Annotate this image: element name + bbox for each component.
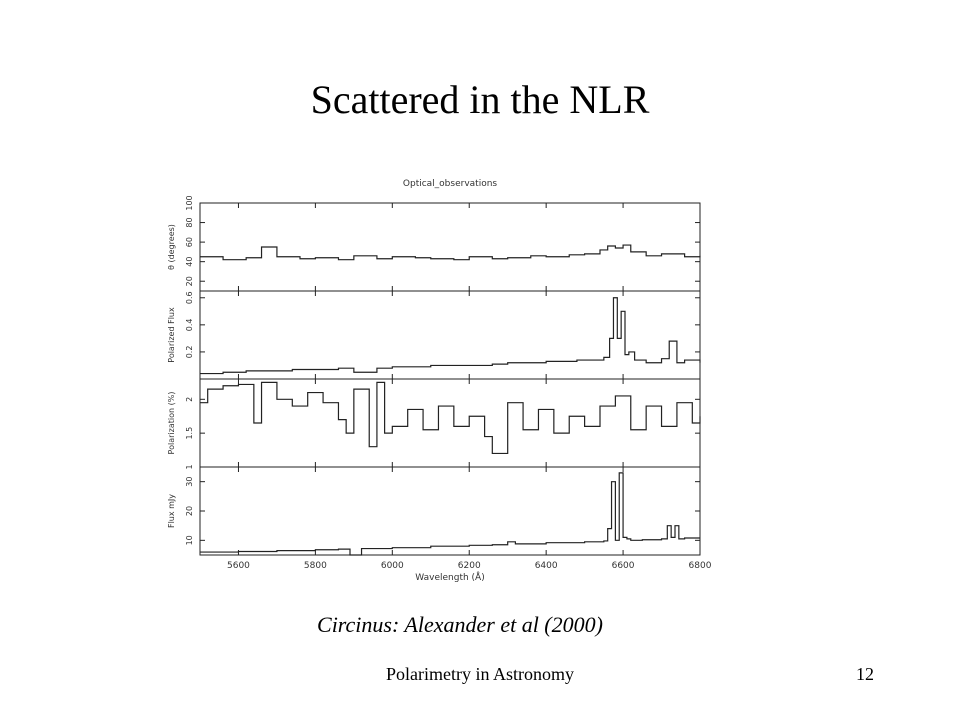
y-tick-label: 60 — [185, 237, 194, 248]
slide-title: Scattered in the NLR — [310, 77, 650, 122]
panel-frame — [200, 379, 700, 467]
x-tick-label: 6600 — [611, 561, 635, 571]
y-tick-label: 20 — [185, 276, 194, 287]
y-tick-label: 2 — [185, 396, 194, 402]
x-tick-label: 6200 — [457, 561, 481, 571]
y-tick-label: 1.5 — [185, 426, 194, 440]
page-number: 12 — [856, 664, 874, 684]
x-tick-label: 6800 — [688, 561, 712, 571]
y-tick-label: 40 — [185, 256, 194, 267]
y-tick-label: 100 — [185, 195, 194, 211]
chart-title: Optical_observations — [402, 179, 498, 189]
panel-frame — [200, 467, 700, 555]
data-series-line — [200, 298, 700, 374]
y-tick-label: 0.4 — [185, 318, 194, 332]
spectrum-chart — [150, 170, 720, 590]
y-tick-label: 30 — [185, 476, 194, 487]
x-tick-label: 6400 — [534, 561, 558, 571]
y-tick-label: 20 — [185, 505, 194, 517]
data-series-line — [200, 473, 700, 555]
data-series-line — [200, 245, 700, 260]
spectrum-figure — [150, 170, 720, 595]
y-tick-label: 0.2 — [185, 345, 194, 359]
x-tick-label: 5600 — [227, 561, 250, 571]
x-tick-label: 5800 — [303, 561, 327, 571]
x-axis-label: Wavelength (Å) — [415, 573, 485, 583]
footer-title: Polarimetry in Astronomy — [386, 664, 574, 684]
y-tick-label: 0.6 — [185, 291, 194, 305]
data-series-line — [200, 382, 700, 453]
y-tick-label: 1 — [185, 464, 194, 470]
y-axis-label: θ (degrees) — [167, 224, 176, 270]
y-axis-label: Polarized Flux — [167, 307, 176, 363]
y-tick-label: 10 — [185, 535, 194, 546]
y-tick-label: 80 — [185, 217, 194, 228]
figure-caption: Circinus: Alexander et al (2000) — [317, 612, 603, 637]
y-axis-label: Flux mJy — [167, 493, 176, 529]
x-tick-label: 6000 — [380, 561, 404, 571]
y-axis-label: Polarization (%) — [167, 391, 176, 455]
